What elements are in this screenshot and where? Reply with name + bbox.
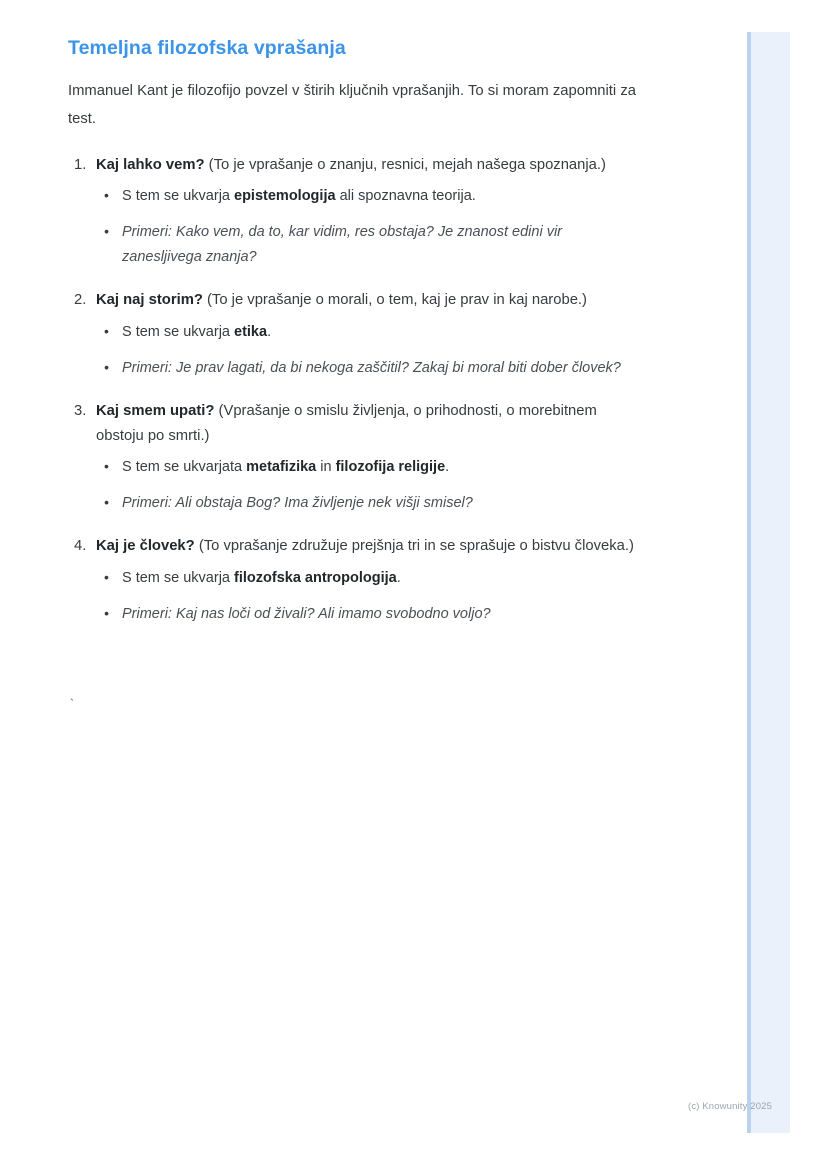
detail-field-term-4: filozofska antropologija <box>234 569 397 586</box>
document-content <box>68 36 636 627</box>
detail-example-1: • Primeri: Kako vem, da to, kar vidim, res obstaja? Je znanost edini vir zanesljivega znanja? <box>96 220 636 270</box>
question-details-3 <box>96 455 636 516</box>
stray-backtick-mark: ` <box>68 697 76 712</box>
question-desc-3: (Vprašanje o smislu življenja, o prihodnosti, o morebitnem obstoju po smrti.) <box>96 402 597 444</box>
question-title-1: Kaj lahko vem? <box>96 156 205 173</box>
detail-field-prefix-4: S tem se ukvarja <box>122 569 235 586</box>
footer-credit: (c) Knowunity 2025 <box>688 1101 773 1112</box>
detail-field-term-2: etika <box>234 323 268 340</box>
question-item-4 <box>68 534 636 626</box>
question-heading-4 <box>96 534 636 559</box>
detail-field-suffix-3: . <box>445 459 450 476</box>
detail-field-1 <box>96 184 636 209</box>
detail-field-prefix-3: S tem se ukvarjata <box>122 459 247 476</box>
detail-example-2: • Primeri: Je prav lagati, da bi nekoga zaščitil? Zakaj bi moral biti dober človek? <box>96 356 636 381</box>
question-item-2 <box>68 288 636 380</box>
intro-paragraph: Immanuel Kant je filozofijo povzel v štirih ključnih vprašanjih. To si moram zapomniti za test. <box>68 83 636 128</box>
question-desc-1: (To je vprašanje o znanju, resnici, mejah našega spoznanja.) <box>204 156 606 173</box>
questions-list <box>68 153 636 627</box>
detail-field-mid-3: in <box>316 459 336 476</box>
detail-field-prefix-1: S tem se ukvarja <box>122 188 235 205</box>
question-title-4: Kaj je človek? <box>96 538 195 555</box>
question-desc-2: (To je vprašanje o morali, o tem, kaj je prav in kaj narobe.) <box>202 292 587 309</box>
question-heading-3 <box>96 399 636 450</box>
detail-field-4 <box>96 566 636 591</box>
detail-field-term-1: epistemologija <box>234 188 336 205</box>
question-title-3: Kaj smem upati? <box>96 402 215 419</box>
question-details-1 <box>96 184 636 270</box>
question-desc-4: (To vprašanje združuje prejšnja tri in se sprašuje o bistvu človeka.) <box>194 538 634 555</box>
detail-field-2 <box>96 320 636 345</box>
detail-field-suffix-1: ali spoznavna teorija. <box>335 188 476 205</box>
question-item-1 <box>68 153 636 270</box>
detail-field-prefix-2: S tem se ukvarja <box>122 323 235 340</box>
question-item-3 <box>68 399 636 517</box>
question-title-2: Kaj naj storim? <box>96 292 203 309</box>
question-heading-1 <box>96 153 636 178</box>
detail-field-suffix-2: . <box>267 323 272 340</box>
detail-example-4: • Primeri: Kaj nas loči od živali? Ali imamo svobodno voljo? <box>96 602 636 627</box>
question-details-2 <box>96 320 636 381</box>
question-details-4 <box>96 566 636 627</box>
question-heading-2 <box>96 288 636 313</box>
detail-field-term-3: metafizika <box>246 459 317 476</box>
detail-field-suffix-4: . <box>396 569 401 586</box>
page-title: Temeljna filozofska vprašanja <box>68 37 346 59</box>
detail-example-3: • Primeri: Ali obstaja Bog? Ima življenje nek višji smisel? <box>96 491 636 516</box>
detail-field-term2-3: filozofija religije <box>335 459 446 476</box>
right-accent-strip <box>747 32 790 1133</box>
detail-field-3 <box>96 455 636 480</box>
